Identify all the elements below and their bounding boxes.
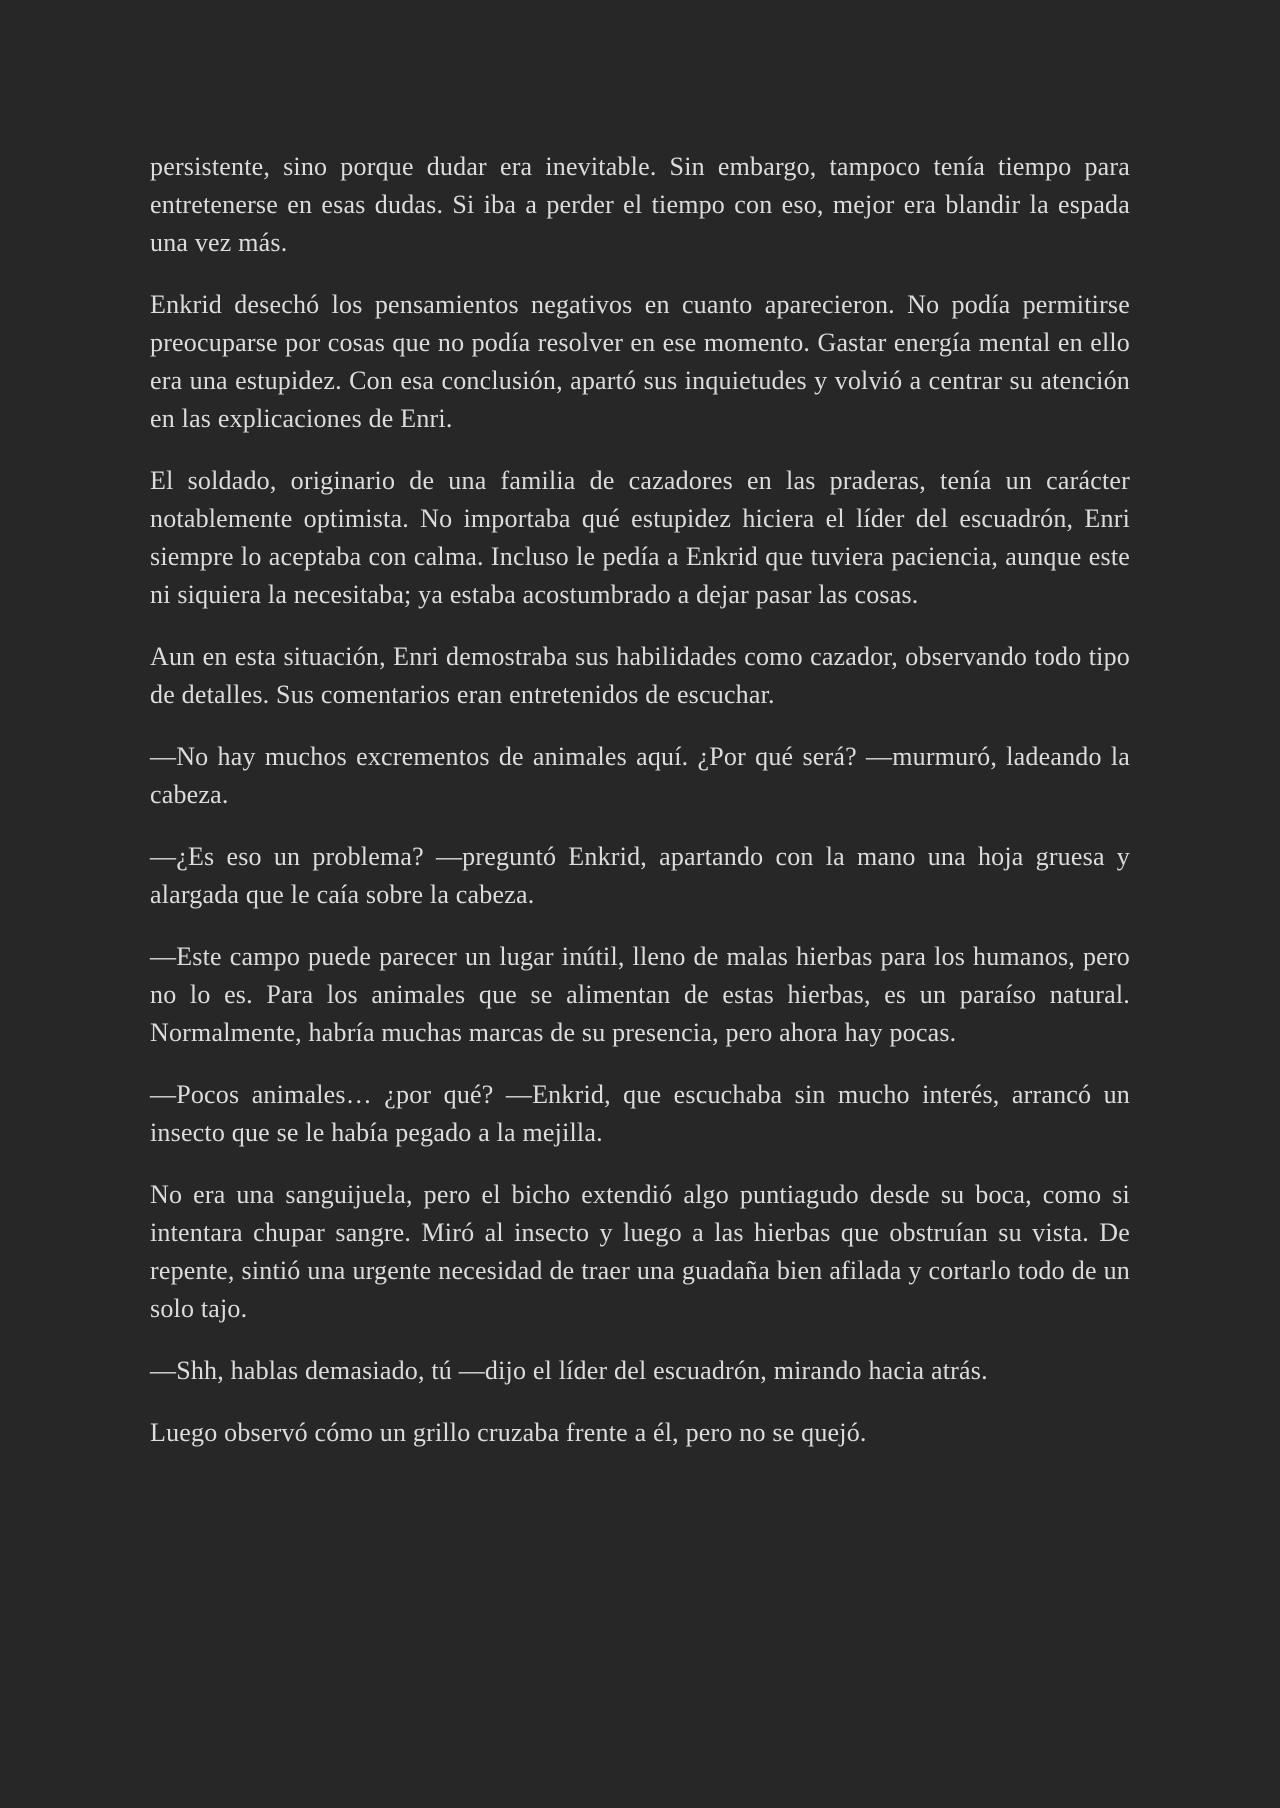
paragraph-1: persistente, sino porque dudar era inevitable. Sin embargo, tampoco tenía tiempo para entretenerse en esas dudas. Si iba a perder el tiempo con eso, mejor era blandir la espada una vez más.	[150, 152, 1130, 257]
paragraph-11: Luego observó cómo un grillo cruzaba frente a él, pero no se quejó.	[150, 1418, 867, 1447]
paragraph-7-dialogue: —Este campo puede parecer un lugar inútil, lleno de malas hierbas para los humanos, pero no lo es. Para los animales que se alimentan de estas hierbas, es un paraíso natural. Normalmente, habría muchas marcas de su presencia, pero ahora hay pocas.	[150, 942, 1130, 1047]
paragraph-2: Enkrid desechó los pensamientos negativos en cuanto aparecieron. No podía permitirse preocuparse por cosas que no podía resolver en ese momento. Gastar energía mental en ello era una estupidez. Con esa conclusión, apartó sus inquietudes y volvió a centrar su atención en las explicaciones de Enri.	[150, 290, 1130, 433]
paragraph-8-dialogue: —Pocos animales… ¿por qué? —Enkrid, que escuchaba sin mucho interés, arrancó un insecto que se le había pegado a la mejilla.	[150, 1080, 1130, 1147]
paragraph-6-dialogue: —¿Es eso un problema? —preguntó Enkrid, apartando con la mano una hoja gruesa y alargada que le caía sobre la cabeza.	[150, 842, 1130, 909]
reader-page	[150, 148, 1130, 1452]
paragraph-5-dialogue: —No hay muchos excrementos de animales aquí. ¿Por qué será? —murmuró, ladeando la cabeza.	[150, 742, 1130, 809]
paragraph-3: El soldado, originario de una familia de cazadores en las praderas, tenía un carácter notablemente optimista. No importaba qué estupidez hiciera el líder del escuadrón, Enri siempre lo aceptaba con calma. Incluso le pedía a Enkrid que tuviera paciencia, aunque este ni siquiera la necesitaba; ya estaba acostumbrado a dejar pasar las cosas.	[150, 466, 1130, 609]
paragraph-10-dialogue: —Shh, hablas demasiado, tú —dijo el líder del escuadrón, mirando hacia atrás.	[150, 1356, 988, 1385]
paragraph-4: Aun en esta situación, Enri demostraba sus habilidades como cazador, observando todo tipo de detalles. Sus comentarios eran entretenidos de escuchar.	[150, 642, 1130, 709]
paragraph-9: No era una sanguijuela, pero el bicho extendió algo puntiagudo desde su boca, como si intentara chupar sangre. Miró al insecto y luego a las hierbas que obstruían su vista. De repente, sintió una urgente necesidad de traer una guadaña bien afilada y cortarlo todo de un solo tajo.	[150, 1180, 1130, 1323]
